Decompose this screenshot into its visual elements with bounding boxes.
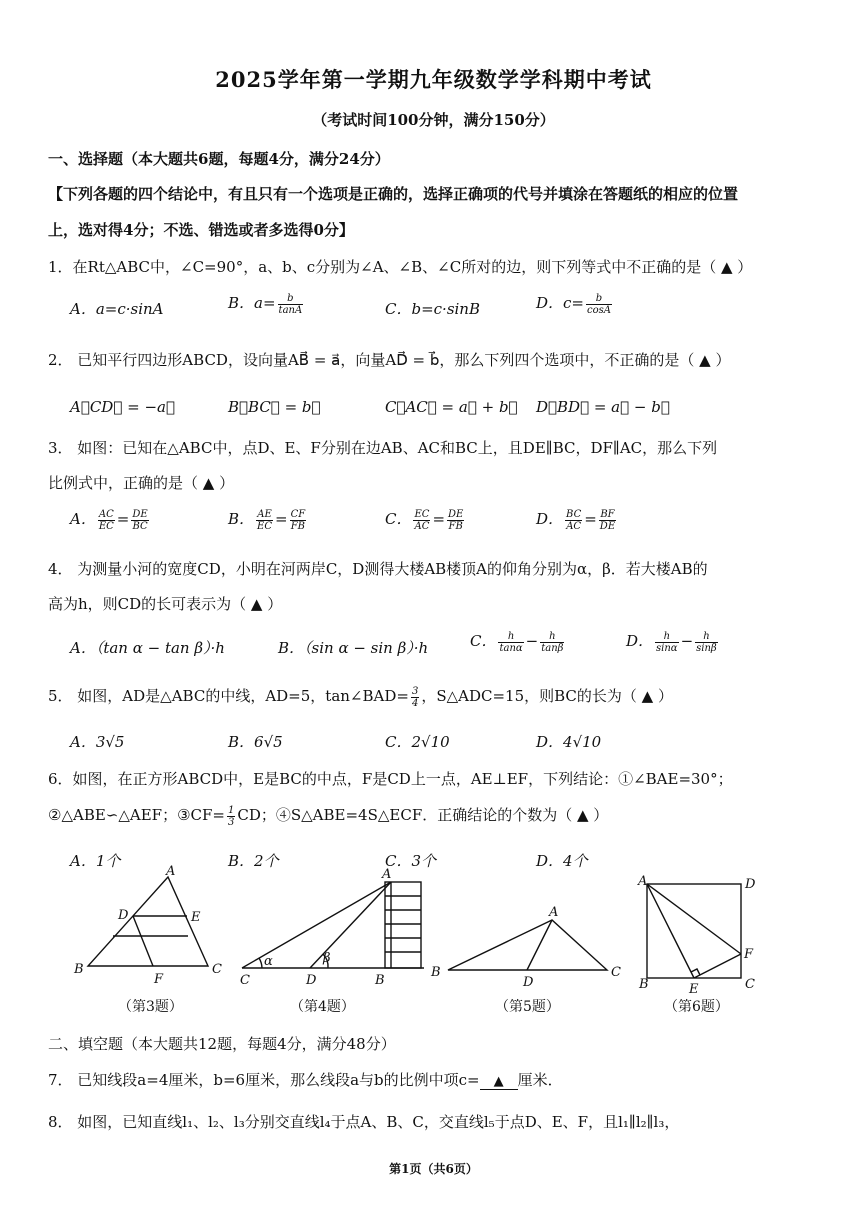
q4-d-n2: h	[695, 631, 718, 643]
q6-stem-fraction	[227, 805, 235, 828]
q5-option-d: D．4√10	[536, 733, 602, 751]
q2-stem: 2． 已知平行四边形ABCD，设向量AB⃗ = a⃗，向量AD⃗ = b⃗，那么下列四个选项中，不正确的是（ ▲ ）	[48, 351, 731, 369]
section1-instruction-1: 【下列各题的四个结论中，有且只有一个选项是正确的，选择正确项的代号并填涂在答题纸的相应的位置	[48, 185, 739, 203]
q1-option-b-den: tanA	[278, 304, 303, 316]
q3-stem-line1: 3． 如图：已知在△ABC中，点D、E、F分别在边AB、AC和BC上，且DE∥BC，DF∥AC，那么下列	[48, 439, 718, 457]
q1-option-d	[536, 292, 614, 316]
q5-stem-den: 4	[411, 697, 419, 709]
q3-b-n1: AE	[257, 508, 272, 520]
q3-c-d2: FB	[448, 520, 463, 532]
q4-option-c	[470, 630, 566, 654]
fig6-label-B: B	[639, 977, 649, 992]
q3-option-c-frac1	[413, 509, 430, 532]
q3-b-n2: CF	[290, 508, 306, 520]
q7-stem	[48, 1069, 563, 1090]
q3-option-b-prefix: B．	[228, 510, 255, 528]
fig5-label-D: D	[523, 975, 534, 990]
q3-d-eq: =	[584, 510, 597, 528]
section1-instruction-2: 上，选对得4分；不选、错选或者多选得0分】	[48, 221, 354, 239]
q6-option-d: D．4个	[536, 852, 588, 870]
q5-stem-a: 5． 如图，AD是△ABC的中线，AD=5，tan∠BAD=	[48, 687, 409, 705]
q6-stem-line2	[48, 804, 608, 828]
q4-option-d-frac1	[655, 631, 679, 654]
fig5-median	[527, 920, 552, 970]
q4-option-c-frac2	[540, 631, 564, 654]
q3-c-n2: DE	[448, 508, 464, 520]
q7-stem-a: 7． 已知线段a=4厘米，b=6厘米，那么线段a与b的比例中项c=	[48, 1071, 480, 1089]
section1-heading: 一、选择题（本大题共6题，每题4分，满分24分）	[48, 150, 390, 168]
fig5-label-A: A	[549, 905, 559, 920]
q2-option-b: B．BC⃗ = b⃗	[228, 398, 321, 416]
q3-option-b-frac2	[290, 509, 307, 532]
exam-subtitle: （考试时间100分钟，满分150分）	[312, 111, 555, 129]
q6-stem-den: 3	[227, 816, 235, 828]
q1-option-a: A．a=c·sinA	[70, 300, 164, 318]
q1-option-b-num: b	[278, 293, 304, 305]
fig6-line-af	[647, 884, 741, 954]
fig5-label-B: B	[431, 965, 441, 980]
q3-option-d-prefix: D．	[536, 510, 564, 528]
fig3-label-C: C	[212, 962, 222, 977]
q3-option-c-frac2	[447, 509, 464, 532]
q3-option-a-frac2	[131, 509, 148, 532]
q3-option-b	[228, 508, 308, 532]
fig4-label-alpha: α	[264, 954, 273, 969]
fig4-label-B: B	[375, 973, 385, 988]
fig4-alpha-arc	[259, 958, 262, 968]
figure-6	[647, 884, 741, 978]
q3-c-d1: AC	[414, 520, 430, 532]
q5-stem-b: ，S△ADC=15，则BC的长为（ ▲ ）	[421, 687, 673, 705]
q6-stem-num: 1	[227, 804, 235, 816]
q2-option-d: D．BD⃗ = a⃗ − b⃗	[536, 398, 670, 416]
q4-c-minus: −	[525, 632, 539, 650]
q3-b-eq: =	[274, 510, 288, 528]
q3-stem-line2: 比例式中，正确的是（ ▲ ）	[48, 474, 235, 492]
q3-b-d2: FB	[290, 520, 305, 532]
q3-option-c-prefix: C．	[385, 510, 412, 528]
figures-row	[0, 862, 867, 1022]
fig3-label-A: A	[166, 864, 176, 879]
q4-option-c-frac1	[498, 631, 523, 654]
q3-d-n1: BC	[566, 508, 582, 520]
q4-d-d2: sinβ	[696, 642, 717, 654]
q4-c-n1: h	[498, 631, 523, 643]
q4-option-a: A．（tan α − tan β）·h	[70, 639, 225, 657]
fig4-label-beta: β	[323, 951, 331, 966]
q5-stem	[48, 685, 673, 709]
q3-d-d1: AC	[566, 520, 582, 532]
q3-a-n1: AC	[98, 508, 114, 520]
fig5-label-C: C	[611, 965, 621, 980]
exam-title: 2025学年第一学期九年级数学学科期中考试	[215, 67, 652, 92]
q3-option-d-frac2	[599, 509, 616, 532]
fig4-label-A: A	[382, 867, 392, 882]
q3-option-a	[70, 508, 151, 532]
q3-a-d1: EC	[98, 520, 114, 532]
q3-c-eq: =	[432, 510, 446, 528]
q6-stem-line1: 6．如图，在正方形ABCD中，E是BC的中点，F是CD上一点，AE⊥EF，下列结论：①∠BAE=30°；	[48, 770, 733, 788]
q6-option-a: A．1个	[70, 852, 121, 870]
fig6-label-D: D	[745, 877, 756, 892]
fig3-label-B: B	[74, 962, 84, 977]
fig6-label-F: F	[744, 947, 754, 962]
q1-option-d-prefix: D．c=	[536, 294, 584, 312]
q8-stem: 8． 如图，已知直线l₁、l₂、l₃分别交直线l₄于点A、B、C，交直线l₅于点D、E、F，且l₁∥l₂∥l₃，	[48, 1113, 680, 1131]
q4-d-n1: h	[655, 631, 679, 643]
q1-option-c: C．b=c·sinB	[385, 300, 480, 318]
section2-heading: 二、填空题（本大题共12题，每题4分，满分48分）	[48, 1035, 396, 1053]
fig3-line-df	[133, 916, 153, 966]
q1-option-d-num: b	[586, 293, 612, 305]
fig3-label-F: F	[154, 972, 164, 987]
fig3-caption: （第3题）	[118, 999, 183, 1015]
q1-option-b-prefix: B．a=	[228, 294, 276, 312]
q4-stem-line1: 4． 为测量小河的宽度CD，小明在河两岸C，D测得大楼AB楼顶A的仰角分别为α，β．若大楼AB的	[48, 560, 708, 578]
fig6-square	[647, 884, 741, 978]
q7-answer-blank: ▲	[480, 1074, 518, 1090]
q4-c-n2: h	[540, 631, 564, 643]
fig3-label-D: D	[118, 908, 129, 923]
fig5-caption: （第5题）	[495, 999, 560, 1015]
q5-option-a: A．3√5	[70, 733, 125, 751]
q4-option-d	[626, 630, 720, 654]
q2-option-a: A．CD⃗ = −a⃗	[70, 398, 175, 416]
figure-5	[448, 920, 607, 970]
q3-b-d1: EC	[257, 520, 272, 532]
q6-stem-2b: CD；④S△ABE=4S△ECF．正确结论的个数为（ ▲ ）	[237, 806, 609, 824]
q4-c-d1: tanα	[499, 642, 523, 654]
q3-option-d-frac1	[565, 509, 582, 532]
q6-stem-2a: ②△ABE∽△AEF；③CF=	[48, 806, 225, 824]
fig3-label-E: E	[191, 910, 201, 925]
q6-option-b: B．2个	[228, 852, 279, 870]
page-footer: 第1页（共6页）	[389, 1162, 478, 1176]
fig4-label-D: D	[306, 973, 317, 988]
q5-option-c: C．2√10	[385, 733, 450, 751]
q4-d-minus: −	[680, 632, 694, 650]
q3-option-a-frac1	[98, 509, 115, 532]
q3-option-d	[536, 508, 618, 532]
q4-option-b: B．（sin α − sin β）·h	[278, 639, 429, 657]
q4-stem-line2: 高为h，则CD的长可表示为（ ▲ ）	[48, 595, 283, 613]
q4-d-d1: sinα	[656, 642, 678, 654]
q6-option-c: C．3个	[385, 852, 437, 870]
q7-stem-b: 厘米．	[517, 1071, 563, 1089]
fig4-label-C: C	[240, 973, 250, 988]
q3-a-eq: =	[116, 510, 130, 528]
fig5-triangle	[448, 920, 607, 970]
q1-stem: 1．在Rt△ABC中，∠C=90°，a、b、c分别为∠A、∠B、∠C所对的边，则下列等式中不正确的是（ ▲ ）	[48, 258, 753, 276]
fig6-caption: （第6题）	[664, 999, 729, 1015]
q3-d-d2: DE	[599, 520, 616, 532]
q3-d-n2: BF	[600, 508, 615, 520]
q4-option-c-prefix: C．	[470, 632, 497, 650]
q4-c-d2: tanβ	[541, 642, 564, 654]
fig6-label-E: E	[689, 982, 699, 997]
fig6-label-A: A	[638, 874, 648, 889]
fig6-line-ae	[647, 884, 694, 978]
q4-option-d-frac2	[695, 631, 718, 654]
q1-option-d-fraction	[586, 293, 612, 316]
q2-option-c: C．AC⃗ = a⃗ + b⃗	[385, 398, 518, 416]
q3-option-b-frac1	[256, 509, 273, 532]
fig4-caption: （第4题）	[290, 999, 355, 1015]
fig6-label-C: C	[745, 977, 755, 992]
q5-stem-num: 3	[411, 685, 419, 697]
q3-option-a-prefix: A．	[70, 510, 96, 528]
q3-option-c	[385, 508, 466, 532]
q4-option-d-prefix: D．	[626, 632, 654, 650]
q5-stem-fraction	[411, 686, 419, 709]
fig6-line-ef	[694, 954, 741, 978]
q3-c-n1: EC	[414, 508, 430, 520]
q3-a-n2: DE	[132, 508, 148, 520]
q1-option-b	[228, 292, 305, 316]
q5-option-b: B．6√5	[228, 733, 283, 751]
q3-a-d2: BC	[132, 520, 148, 532]
q1-option-d-den: cosA	[587, 304, 611, 316]
figure-3	[88, 877, 208, 966]
q1-option-b-fraction	[278, 293, 304, 316]
